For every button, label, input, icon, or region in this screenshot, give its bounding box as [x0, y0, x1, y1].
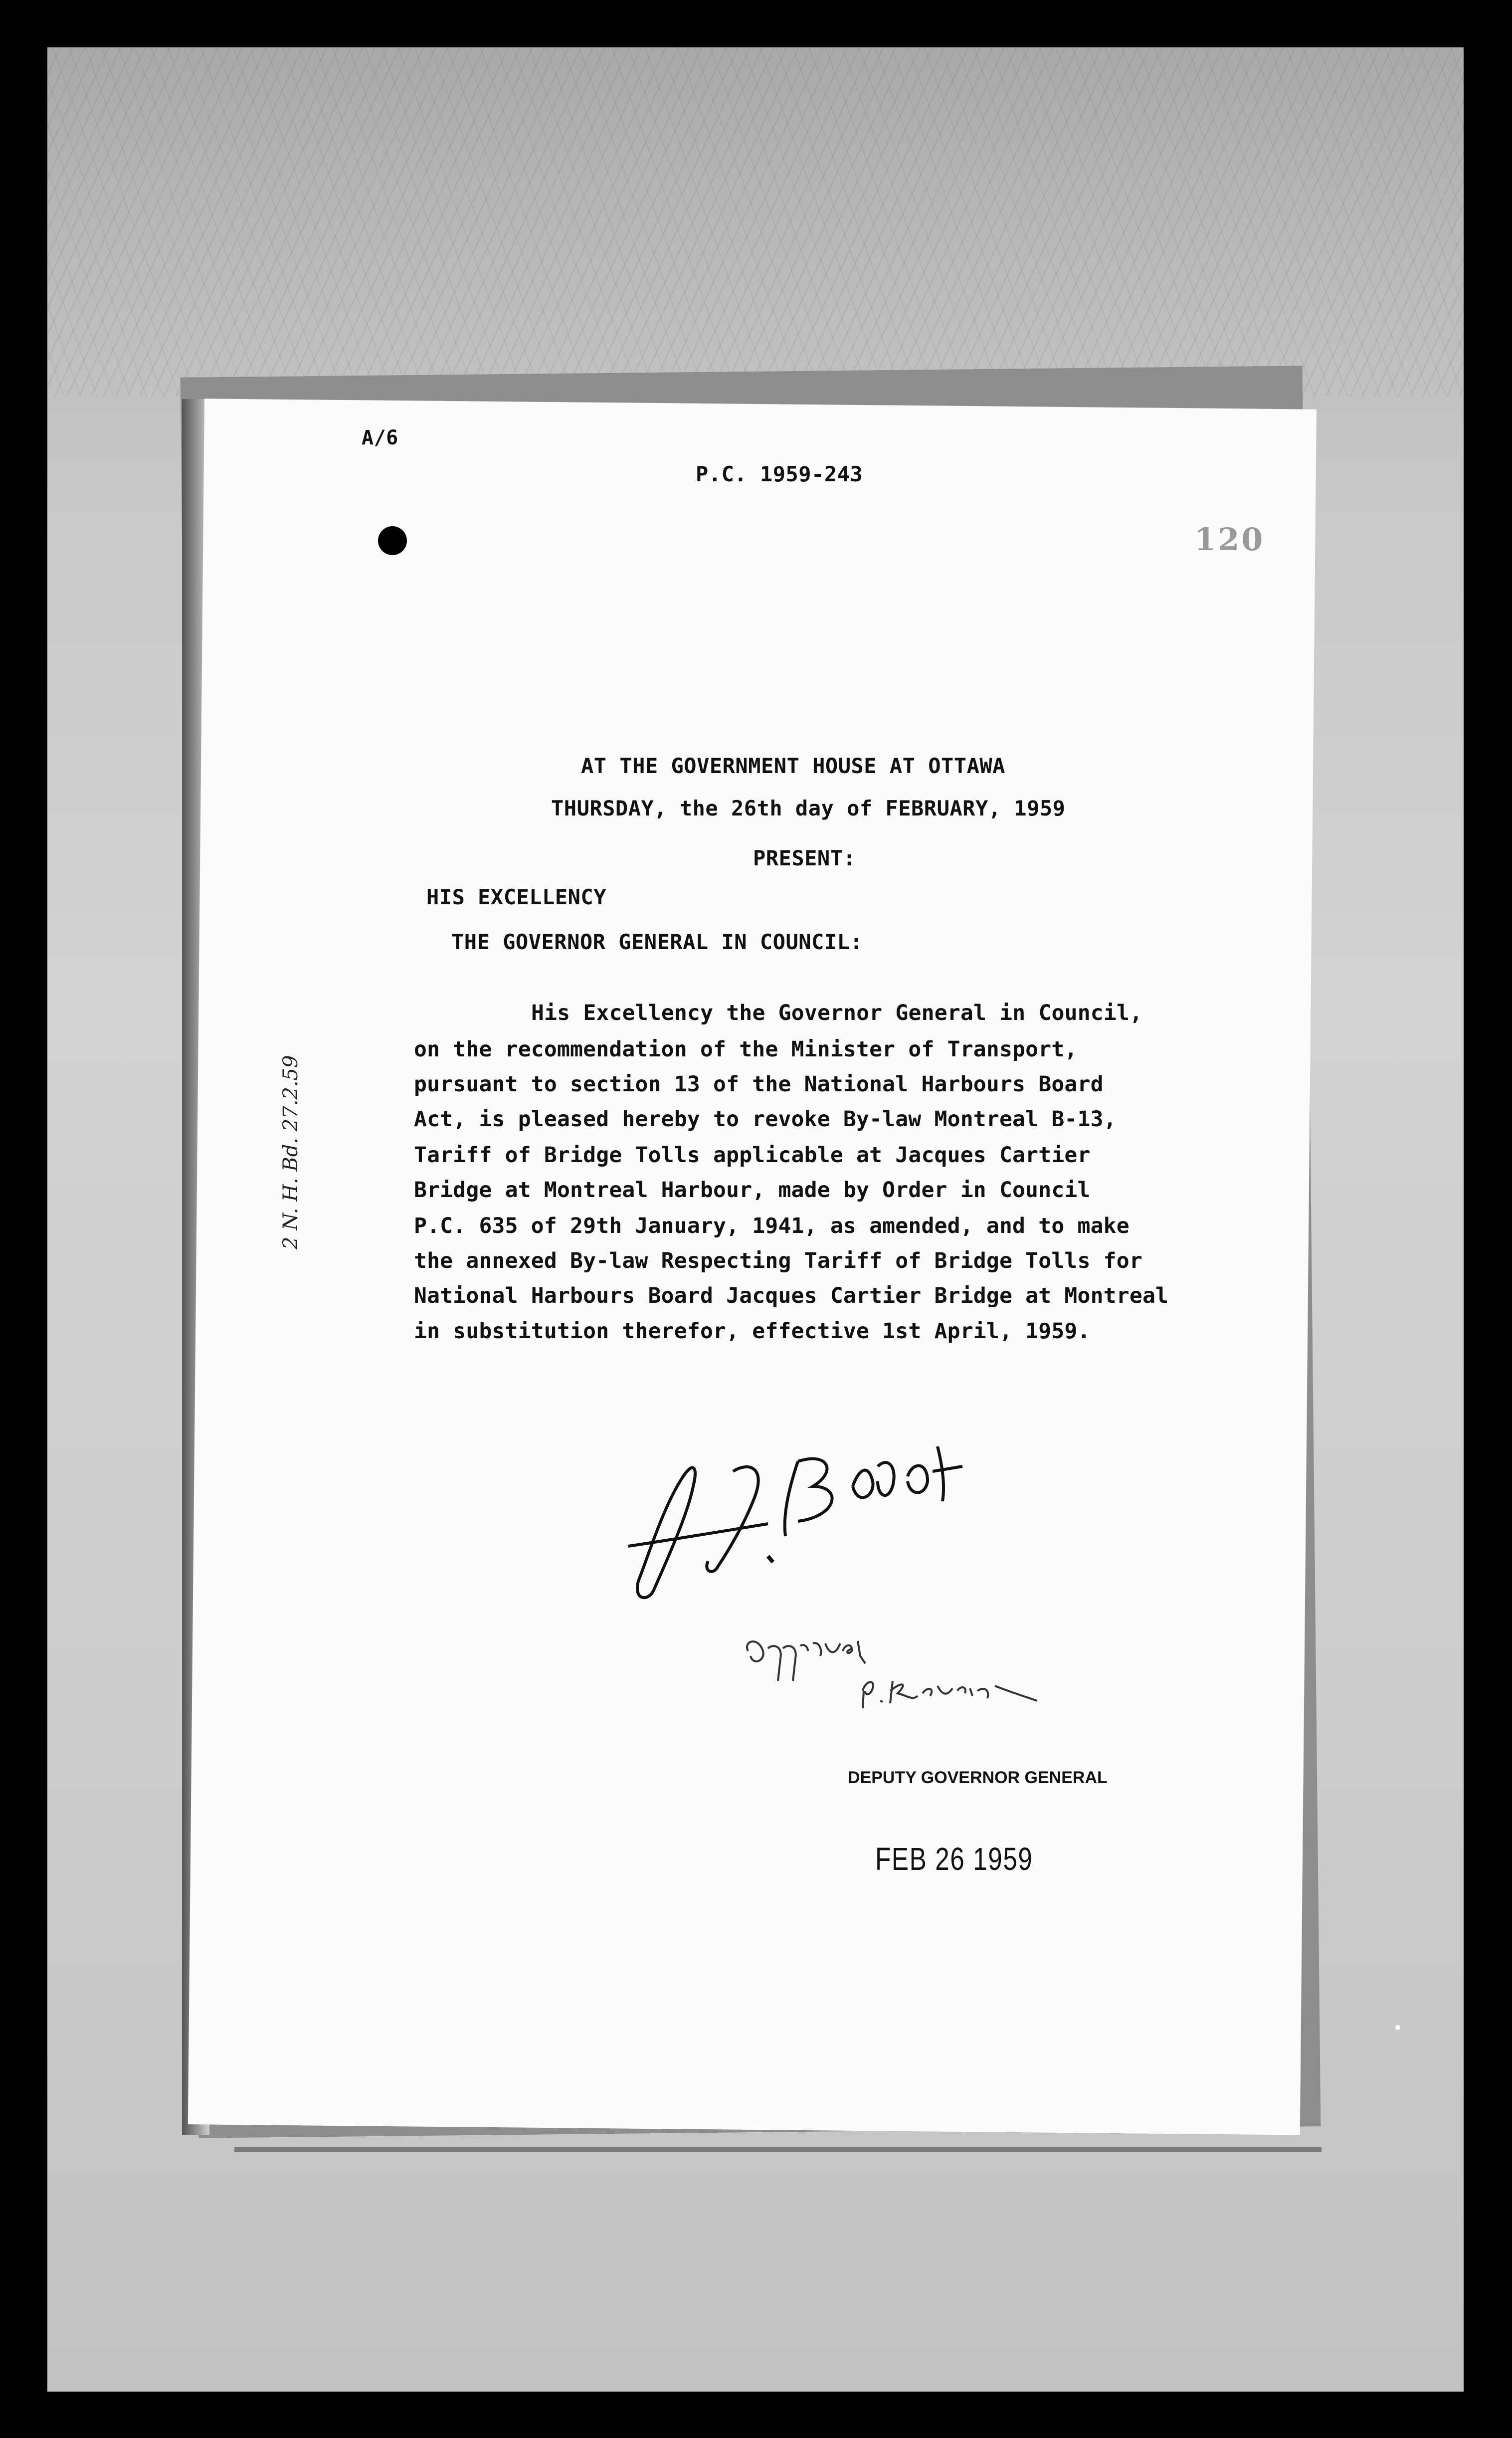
body-line-5: Tariff of Bridge Tolls applicable at Jacques Cartier	[414, 1143, 1091, 1168]
signature	[618, 1431, 1067, 1611]
place-line: AT THE GOVERNMENT HOUSE AT OTTAWA	[581, 754, 1005, 778]
body-line-9: National Harbours Board Jacques Cartier Bridge at Montreal	[414, 1283, 1169, 1308]
body-line-7: P.C. 635 of 29th January, 1941, as amended, and to make	[414, 1214, 1130, 1238]
page-stamp-number: 120	[1194, 521, 1265, 558]
date-line: THURSDAY, the 26th day of FEBRUARY, 1959	[551, 796, 1066, 820]
body-line-10: in substitution therefor, effective 1st April, 1959.	[414, 1319, 1091, 1344]
approval-note	[738, 1621, 1087, 1721]
scan-speck	[1395, 2025, 1400, 2030]
margin-note: 2 N. H. Bd. 27.2.59	[279, 1055, 302, 1249]
body-line-6: Bridge at Montreal Harbour, made by Order in Council	[414, 1178, 1091, 1203]
received-date-stamp: FEB 26 1959	[875, 1841, 1033, 1877]
present-label: PRESENT:	[753, 846, 856, 870]
paper-bottom-edge	[234, 2147, 1322, 2152]
punch-hole	[378, 526, 407, 555]
deputy-governor-general-title: DEPUTY GOVERNOR GENERAL	[848, 1768, 1108, 1787]
body-line-2: on the recommendation of the Minister of Transport,	[414, 1037, 1078, 1062]
body-line-4: Act, is pleased hereby to revoke By-law Montreal B-13,	[414, 1107, 1117, 1132]
order-number: P.C. 1959-243	[696, 462, 863, 486]
body-line-1: His Excellency the Governor General in Council,	[531, 1001, 1143, 1025]
body-line-8: the annexed By-law Respecting Tariff of Bridge Tolls for	[414, 1248, 1142, 1273]
file-reference: A/6	[362, 426, 398, 449]
body-line-3: pursuant to section 13 of the National Harbours Board	[414, 1072, 1104, 1097]
excellency-line: HIS EXCELLENCY	[426, 885, 607, 909]
council-line: THE GOVERNOR GENERAL IN COUNCIL:	[451, 930, 863, 954]
